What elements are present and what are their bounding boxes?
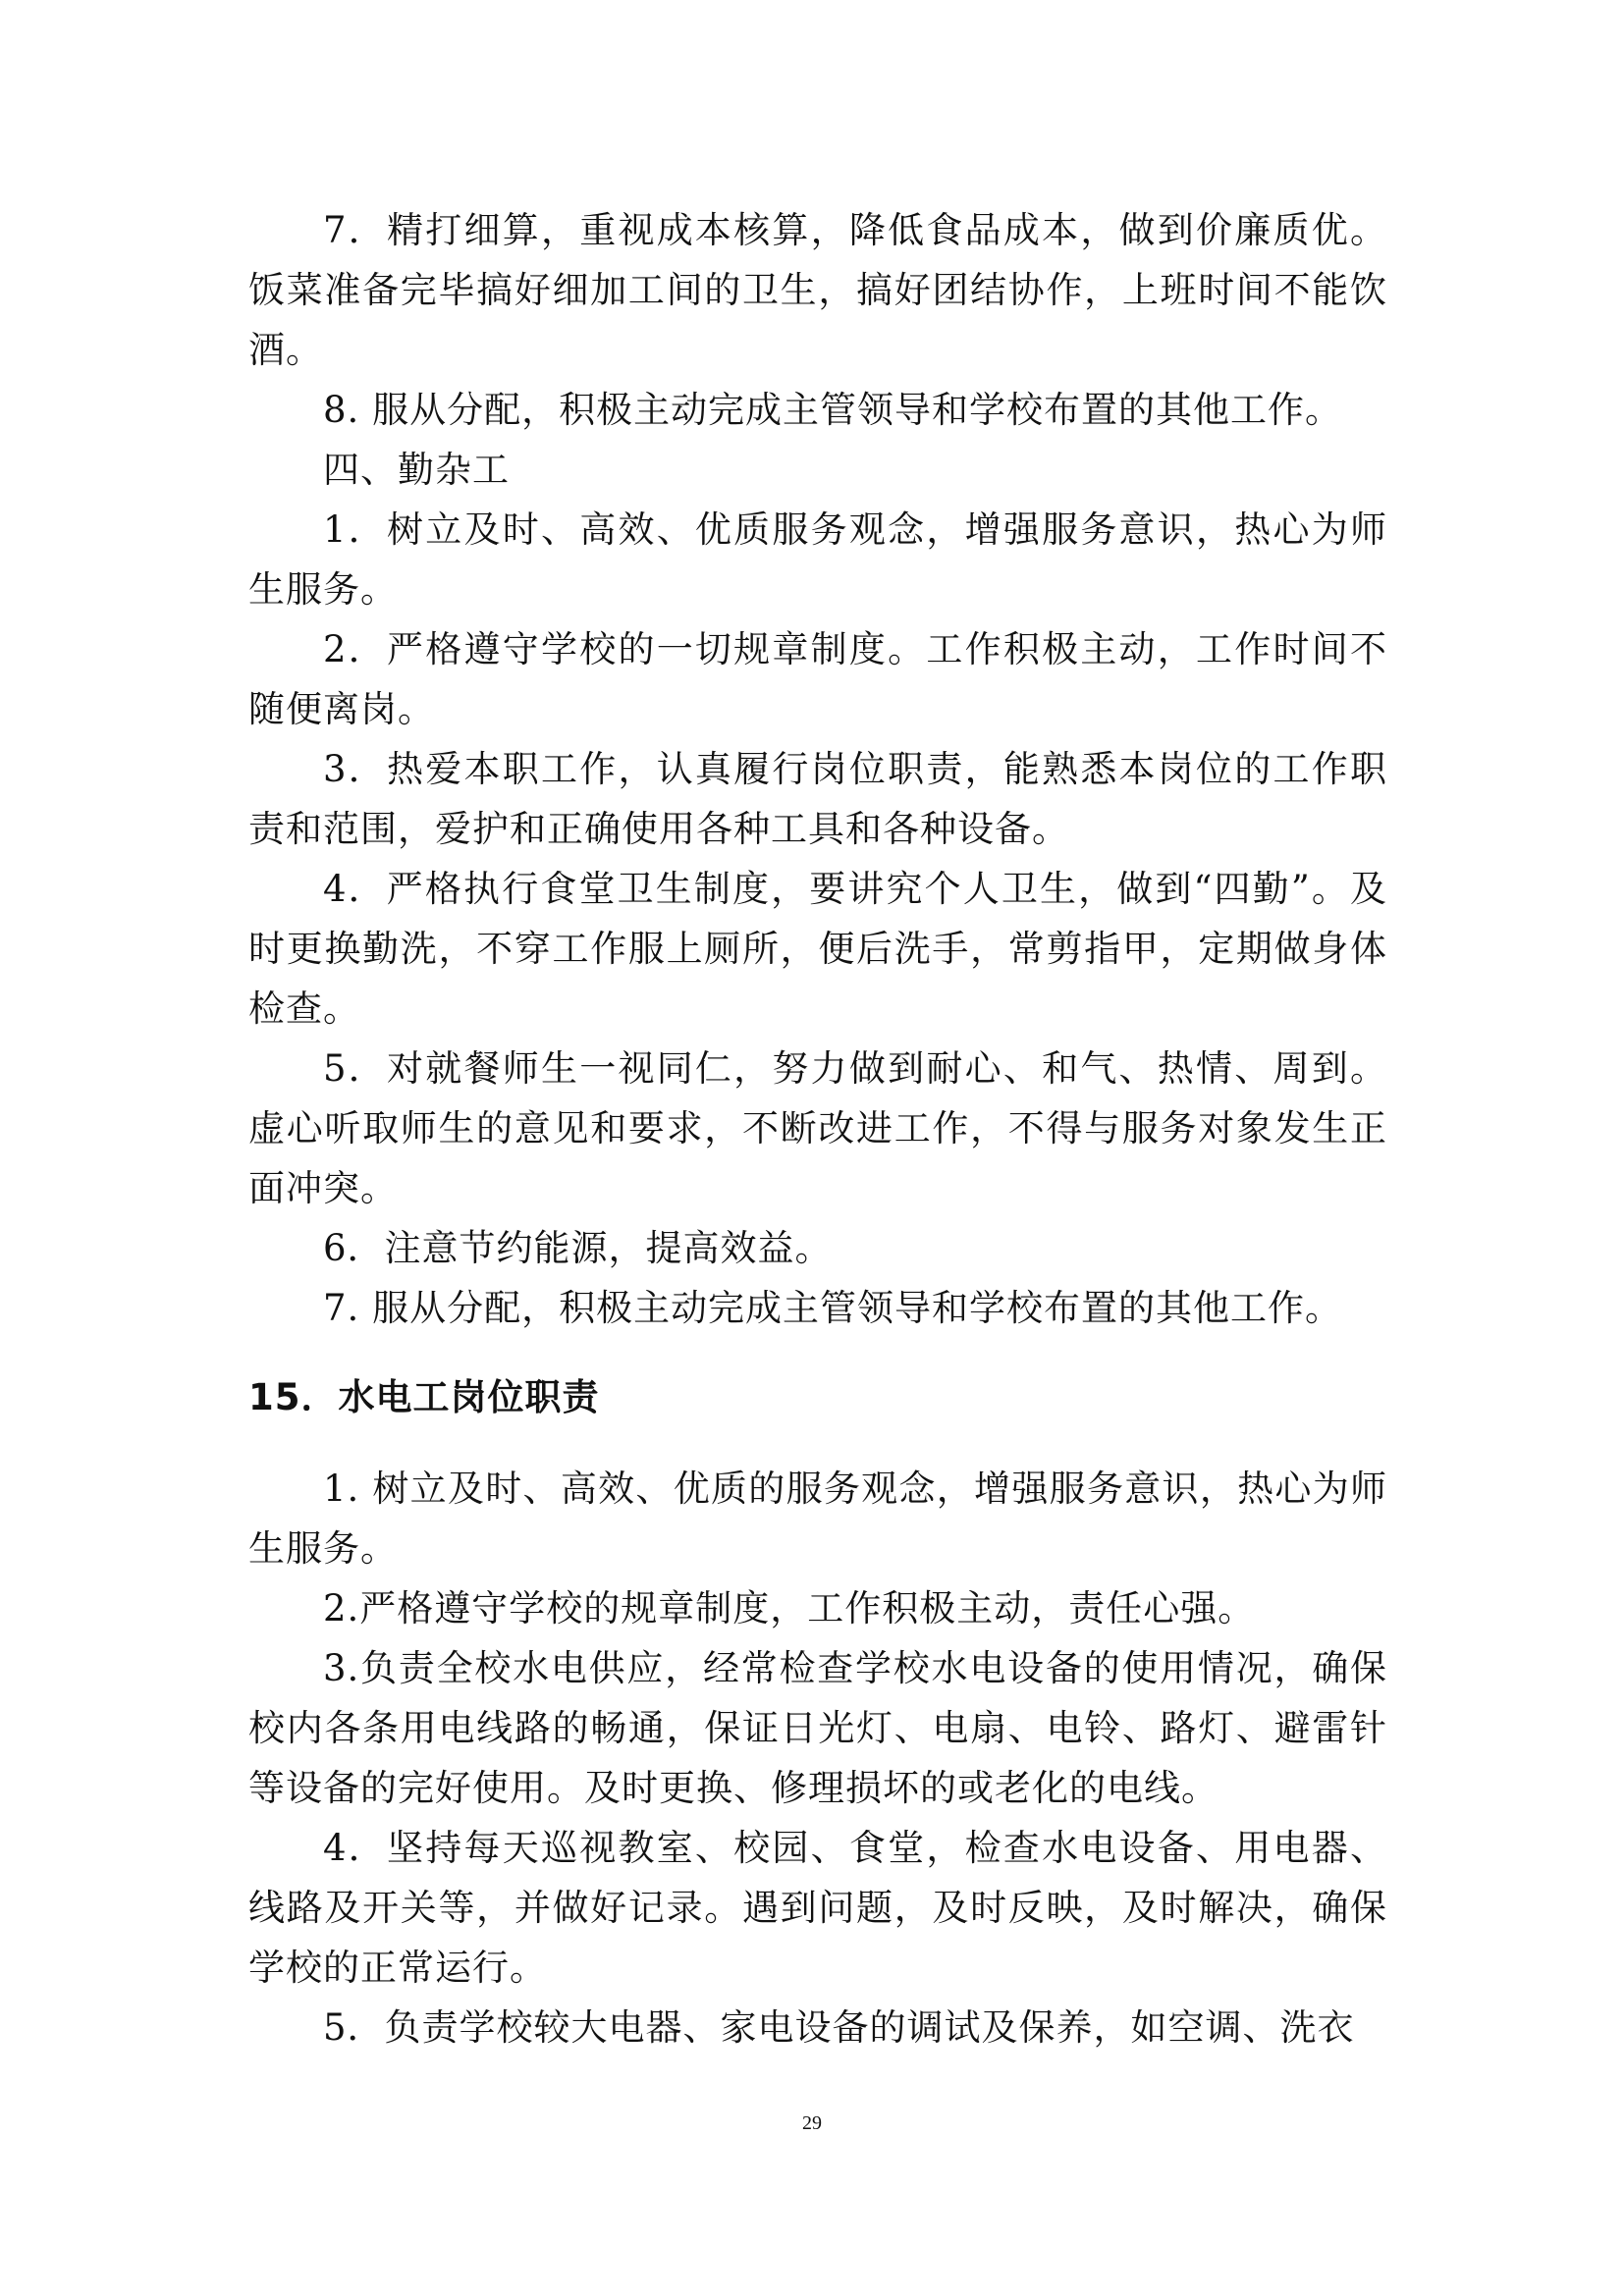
paragraph-handyman-item-1: 1．树立及时、高效、优质服务观念，增强服务意识，热心为师生服务。 <box>248 508 1387 611</box>
paragraph-handyman-item-7: 7. 服从分配，积极主动完成主管领导和学校布置的其他工作。 <box>323 1287 1343 1329</box>
paragraph-handyman-item-2: 2．严格遵守学校的一切规章制度。工作积极主动，工作时间不随便离岗。 <box>248 628 1387 730</box>
paragraph-electrician-item-2: 2.严格遵守学校的规章制度，工作积极主动，责任心强。 <box>323 1587 1256 1629</box>
page-content <box>248 200 1387 2057</box>
paragraph-electrician-item-4: 4．坚持每天巡视教室、校园、食堂，检查水电设备、用电器、线路及开关等，并做好记录。遇到问题，及时反映，及时解决，确保学校的正常运行。 <box>248 1827 1387 1989</box>
paragraph-handyman-item-4: 4．严格执行食堂卫生制度，要讲究个人卫生，做到“四勤”。及时更换勤洗，不穿工作服上厕所，便后洗手，常剪指甲，定期做身体检查。 <box>248 868 1387 1030</box>
paragraph-handyman-item-5: 5．对就餐师生一视同仁，努力做到耐心、和气、热情、周到。虚心听取师生的意见和要求，不断改进工作，不得与服务对象发生正面冲突。 <box>248 1047 1387 1209</box>
paragraph-handyman-item-3: 3．热爱本职工作，认真履行岗位职责，能熟悉本岗位的工作职责和范围，爱护和正确使用各种工具和各种设备。 <box>248 748 1387 850</box>
paragraph-handyman-item-6: 6．注意节约能源，提高效益。 <box>323 1227 833 1269</box>
subheading-handyman: 四、勤杂工 <box>323 449 510 491</box>
page-number: 29 <box>802 2112 822 2134</box>
paragraph-kitchen-item-7: 7．精打细算，重视成本核算，降低食品成本，做到价廉质优。饭菜准备完毕搞好细加工间的卫生，搞好团结协作，上班时间不能饮酒。 <box>248 209 1387 371</box>
paragraph-kitchen-item-8: 8. 服从分配，积极主动完成主管领导和学校布置的其他工作。 <box>323 389 1343 431</box>
section-heading-electrician: 15．水电工岗位职责 <box>248 1376 600 1418</box>
paragraph-electrician-item-1: 1. 树立及时、高效、优质的服务观念，增强服务意识，热心为师生服务。 <box>248 1468 1387 1570</box>
paragraph-electrician-item-3: 3.负责全校水电供应，经常检查学校水电设备的使用情况，确保校内各条用电线路的畅通，保证日光灯、电扇、电铃、路灯、避雷针等设备的完好使用。及时更换、修理损坏的或老化的电线。 <box>248 1647 1387 1809</box>
paragraph-electrician-item-5: 5．负责学校较大电器、家电设备的调试及保养，如空调、洗衣 <box>323 2006 1355 2049</box>
